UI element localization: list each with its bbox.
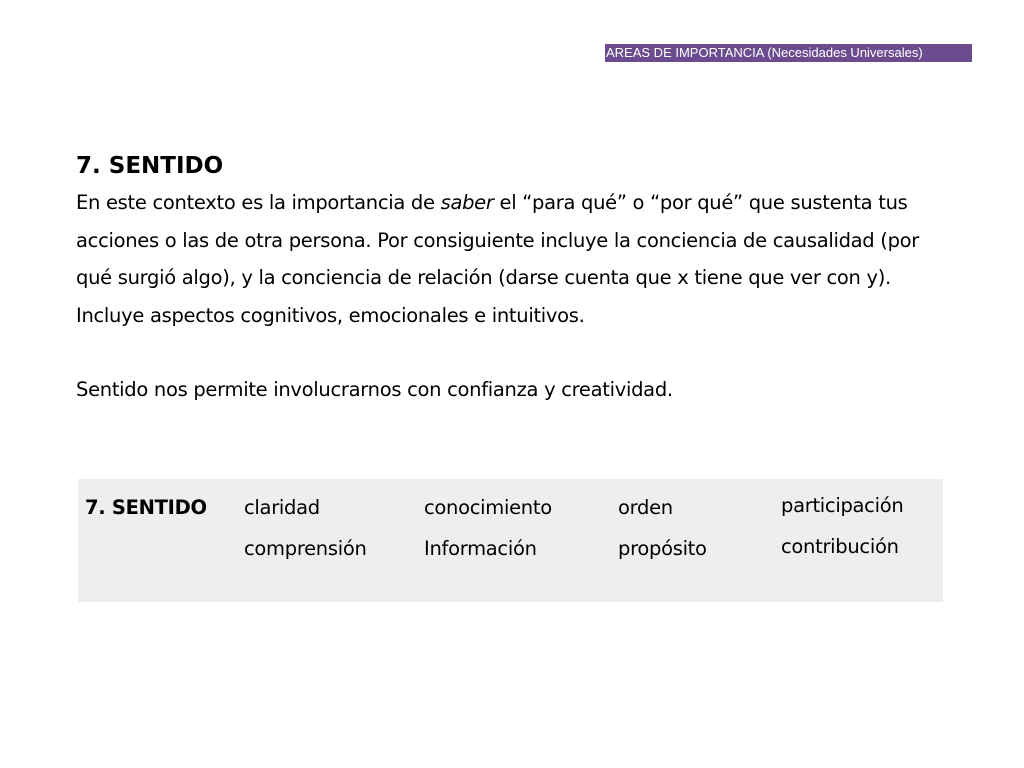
header-badge: AREAS DE IMPORTANCIA (Necesidades Universales) — [605, 44, 972, 62]
closing-sentence: Sentido nos permite involucrarnos con confianza y creatividad. — [76, 378, 673, 401]
table-cell: orden — [618, 496, 673, 519]
paragraph-text-start: En este contexto es la importancia de — [76, 191, 441, 214]
table-column-1 — [244, 487, 367, 569]
table-column-4 — [781, 485, 903, 567]
paragraph-text-end: el “para qué” o “por qué” que sustenta tus acciones o las de otra persona. Por consiguiente incluye la conciencia de causalidad (por qué surgió algo), y la conciencia de relación (darse cuenta que x tiene que ver con y). Incluye aspectos cognitivos, emocionales e intuitivos. — [76, 191, 920, 327]
document-body — [76, 148, 956, 409]
section-paragraph — [76, 184, 956, 334]
table-cell: comprensión — [244, 537, 367, 560]
table-cell: propósito — [618, 537, 707, 560]
paragraph-emphasis: saber — [440, 191, 494, 214]
table-cell: Información — [424, 537, 537, 560]
table-cell: conocimiento — [424, 496, 552, 519]
section-title: 7. SENTIDO — [76, 153, 224, 179]
table-cell: claridad — [244, 496, 320, 519]
table-column-3 — [618, 487, 707, 569]
table-title-cell: 7. SENTIDO — [85, 496, 207, 519]
paragraph-spacer — [76, 334, 956, 371]
table-column-2 — [424, 487, 552, 569]
table-cell: contribución — [781, 535, 899, 558]
summary-table — [78, 479, 943, 602]
table-cell: participación — [781, 494, 904, 517]
